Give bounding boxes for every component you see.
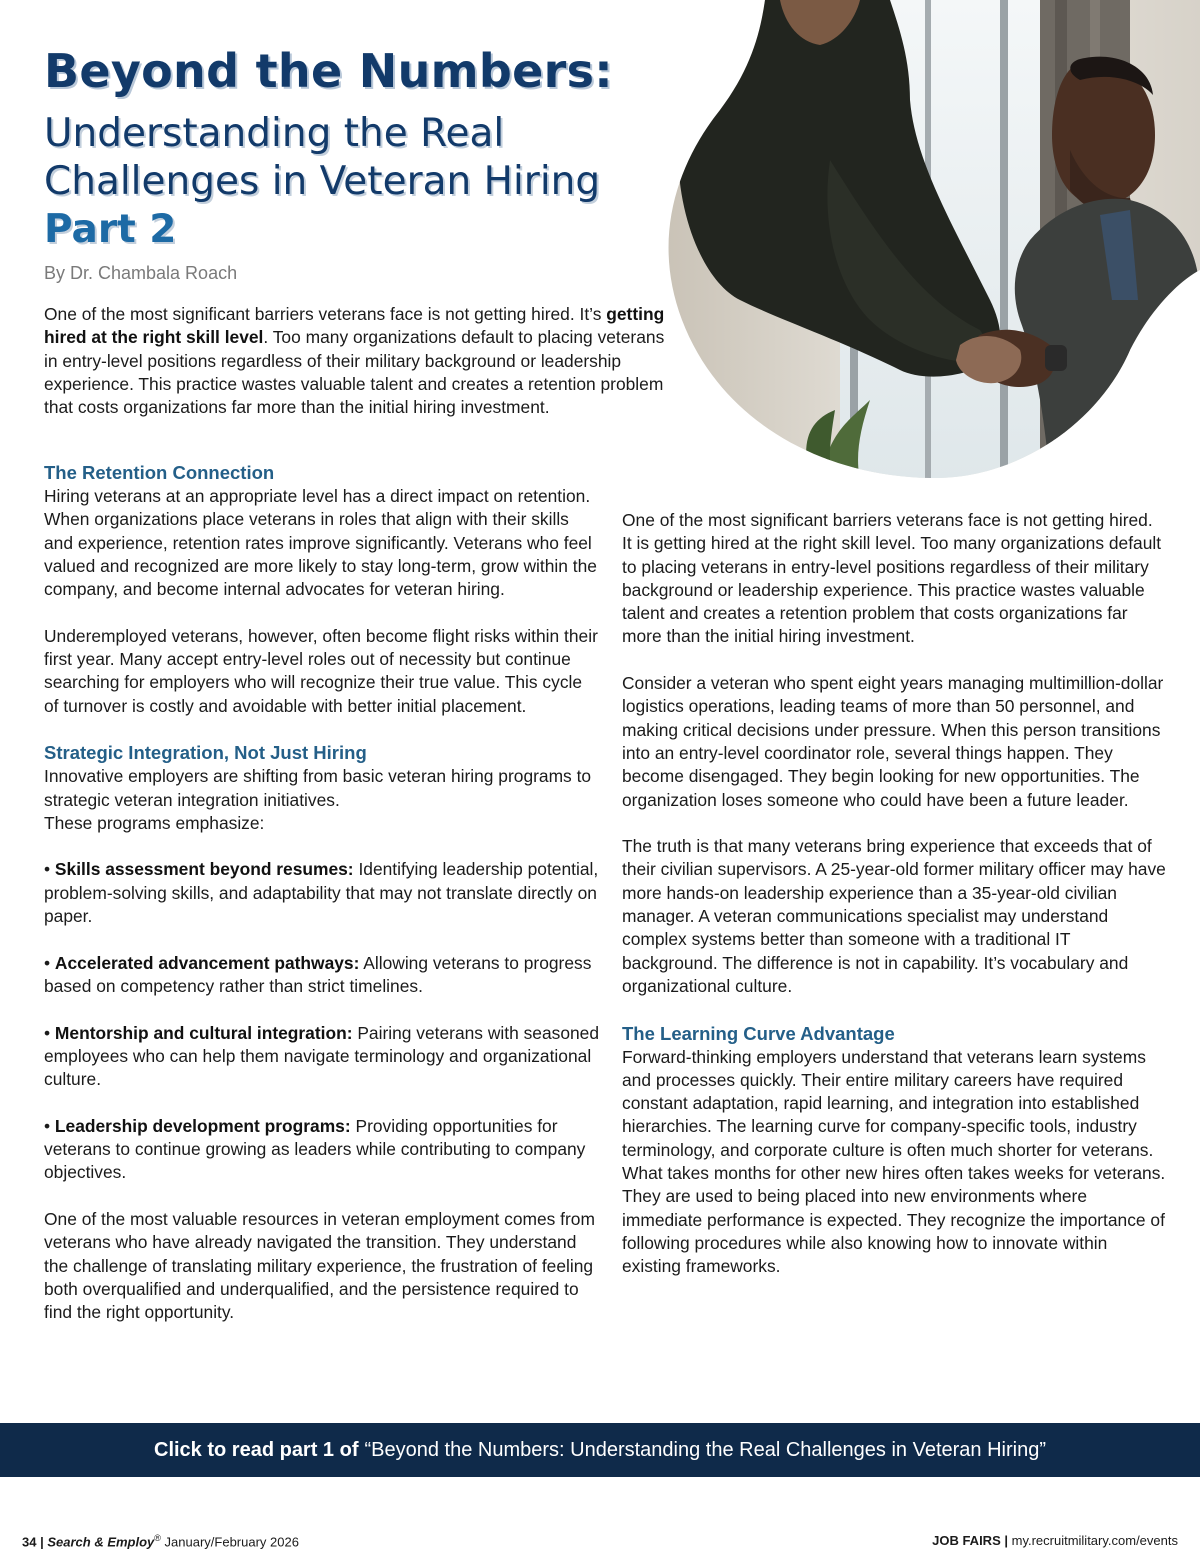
- bullet-text: Allowing veterans to progress based on competency rather than strict timelines.: [44, 952, 592, 996]
- strategic-paragraph-2: These programs emphasize:: [44, 812, 265, 833]
- bullet-text: Pairing veterans with seasoned employees who can help them navigate terminology and organizational culture.: [44, 1022, 600, 1090]
- subtitle-text: Understanding the Real Challenges in Veteran Hiring: [44, 111, 601, 204]
- intro-paragraph: [44, 303, 669, 419]
- bullet-item: • Mentorship and cultural integration: Pairing veterans with seasoned employees who can help them navigate terminology and organizational culture.: [44, 1022, 600, 1090]
- bullet-text: Identifying leadership potential, problem-solving skills, and adaptability that may not translate directly on paper.: [44, 859, 599, 927]
- magazine-name: Search & Employ: [47, 1534, 155, 1550]
- right-paragraph-2: Consider a veteran who spent eight years managing multimillion-dollar logistics operations, leading teams of more than 50 personnel, and making critical decisions under pressure. When this person transitions into an entry-level coordinator role, several things happen. They become disengaged. They begin looking for new opportunities. The organization loses someone who could have been a future leader.: [622, 673, 1164, 810]
- bullet-label: Mentorship and cultural integration:: [54, 1022, 353, 1043]
- byline: By Dr. Chambala Roach: [44, 263, 238, 283]
- banner-text: “Beyond the Numbers: Understanding the Real Challenges in Veteran Hiring”: [364, 1438, 1046, 1461]
- footer-url[interactable]: my.recruitmilitary.com/events: [1011, 1533, 1178, 1548]
- footer-left: [22, 1533, 299, 1549]
- bullet-item: • Leadership development programs: Providing opportunities for veterans to continue growing as leaders while contributing to company objectives.: [44, 1115, 586, 1183]
- intro-after: . Too many organizations default to placing veterans in entry-level positions regardless of their military background or leadership experience. This practice wastes valuable talent and creates a retention problem that costs organizations far more than the initial hiring investment.: [44, 327, 665, 418]
- left-column: [44, 461, 599, 1324]
- footer-right: [932, 1533, 1178, 1548]
- banner-bold: Click to read part 1 of: [154, 1438, 359, 1461]
- bullet-item: • Skills assessment beyond resumes: Identifying leadership potential, problem-solving skills, and adaptability that may not translate directly on paper.: [44, 859, 599, 927]
- registered-mark: ®: [154, 1533, 161, 1543]
- article-title: Beyond the Numbers:: [44, 44, 613, 98]
- article-subtitle: [44, 110, 664, 254]
- bullet-label: Skills assessment beyond resumes:: [54, 859, 354, 880]
- right-paragraph-3: The truth is that many veterans bring experience that exceeds that of their civilian supervisors. A 25-year-old former military officer may have more hands-on leadership experience than a 35-year-old civilian manager. A veteran communications specialist may understand complex systems better than someone with a traditional IT background. The difference is not in capability. It’s vocabulary and organizational culture.: [622, 836, 1166, 996]
- strategic-paragraph-1: Innovative employers are shifting from basic veteran hiring programs to strategic veteran integration initiatives.: [44, 766, 592, 810]
- intro-before: One of the most significant barriers veterans face is not getting hired. It’s: [44, 304, 607, 324]
- subtitle-part: Part 2: [44, 207, 177, 252]
- bullet-text: Providing opportunities for veterans to continue growing as leaders while contributing to company objectives.: [44, 1115, 586, 1183]
- retention-heading: The Retention Connection: [44, 462, 275, 483]
- read-part-1-link[interactable]: [0, 1423, 1200, 1477]
- learning-heading: The Learning Curve Advantage: [622, 1022, 895, 1044]
- right-paragraph-4: Forward-thinking employers understand that veterans learn systems and processes quickly. Their entire military careers have required constant adaptation, rapid learning, and integration into established hierarchies. The learning curve for company-specific tools, industry terminology, and corporate culture is often much shorter for veterans.: [622, 1046, 1154, 1160]
- right-paragraph-1: One of the most significant barriers veterans face is not getting hired. It is getting hired at the right skill level. Too many organizations default to placing veterans in entry-level positions regardless of their military background or leadership experience. This practice wastes valuable talent and creates a retention problem that costs organizations far more than the initial hiring investment.: [622, 510, 1162, 647]
- issue-date: January/February 2026: [164, 1534, 299, 1550]
- bullet-item: • Accelerated advancement pathways: Allowing veterans to progress based on competency rather than strict timelines.: [44, 952, 592, 996]
- intro-bold: getting hired at the right skill level: [44, 304, 665, 348]
- retention-paragraph-2: Underemployed veterans, however, often become flight risks within their first year. Many accept entry-level roles out of necessity but continue searching for employers who will recognize their true value. This cycle of turnover is costly and avoidable with better initial placement.: [44, 625, 598, 716]
- bullet-label: Leadership development programs:: [54, 1115, 351, 1136]
- right-column: [622, 509, 1167, 1279]
- footer-section: JOB FAIRS |: [932, 1533, 1008, 1548]
- strategic-heading: Strategic Integration, Not Just Hiring: [44, 742, 367, 764]
- closing-paragraph: One of the most valuable resources in veteran employment comes from veterans who have already navigated the transition. They understand the challenge of translating military experience, the frustration of feeling both overqualified and underqualified, and the persistence required to find the right opportunity.: [44, 1208, 595, 1323]
- right-paragraph-5: What takes months for other new hires often takes weeks for veterans. They are used to being placed into new environments where immediate performance is expected. They recognize the importance of following procedures while also knowing how to innovate within existing frameworks.: [622, 1163, 1166, 1277]
- page-number: 34 |: [22, 1534, 44, 1550]
- bullet-label: Accelerated advancement pathways:: [54, 952, 360, 973]
- handshake-photo: [660, 0, 1200, 480]
- retention-paragraph-1: Hiring veterans at an appropriate level has a direct impact on retention. When organizations place veterans in roles that align with their skills and experience, retention rates improve significantly. Veterans who feel valued and recognized are more likely to stay long-term, grow within the company, and become internal advocates for veteran hiring.: [44, 486, 597, 600]
